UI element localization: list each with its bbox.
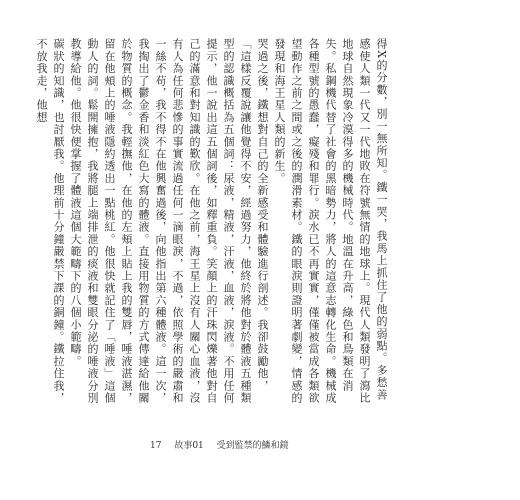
paragraph: 碳狀的知識，也討厭我。他理前十分鐘嚴禁下課的銅鐘。鐵拉住我，不放我走，他想 bbox=[35, 38, 65, 404]
paragraph: 得X的分數，別一無所知。鐵一哭，我馬上抓住了他的弱點。多愁善感使人類一代又一代地敗在符號無情的地球上。現代人類發明了瀉比地球自然現象冷漠得多的機械時代。地溫在升高，綠色和鳥類在消失。私鋼機代替了社會的黑暗勢力，將人的這意志轉化生命。機械成各種型號的愚蠢，癡殘和罪行。淚水已不再實實，僅僅被當成各類欲望動作之前之間或之後的潤滑素材。鐵的眼淚則證明著劇變，情感的發現和海王星人類的新生。 bbox=[273, 38, 388, 404]
story-label: 故事01 bbox=[174, 441, 204, 451]
page-number: 17 bbox=[150, 441, 162, 451]
page-footer bbox=[150, 438, 299, 451]
vertical-body-text bbox=[35, 38, 390, 410]
story-title: 受到監禁的鱗和鏡 bbox=[216, 441, 289, 451]
paragraph: 哭過之後，鐵想對自己的全新感受和體驗進行剖述。我卻鼓勵他，「這樣反覆說讓他覺得不安，經過努力，他終於將他對於體液五種類型的認識概括為五個詞：尿液，精液，汗液，血液，淚液。不用任何提示，他一說出這五個詞後，如釋重負。笑顏上的汗珠閃爍著他對自己的滿意和對知識的歎欣。在他之前，海王星上沒有人關心血液，沒有人為任何悲慘的事實流過任何一滴眼淚，不過，依照學術的嚴肅和一絲不苟，我不得不在他興奮過後，向他指出第六種體液。這一次，我掏出了鬱金香和淡紅色大寫的體液。直接用物質的方式傳達給他關於物質的概念。我輕撫他，在他的左頰上貼上我的雙唇，唾液湛濕，留在他頰上的唾液隱約透出一點桃紅。他很快就記住了「唾液」這個動人的詞。鬆開擁抱，我將腿上端排泄的痰液和雙眼分泌的唾液分別教導給他。他很快便掌握了體液這個大範疇下的八個小範疇。 bbox=[69, 38, 269, 404]
